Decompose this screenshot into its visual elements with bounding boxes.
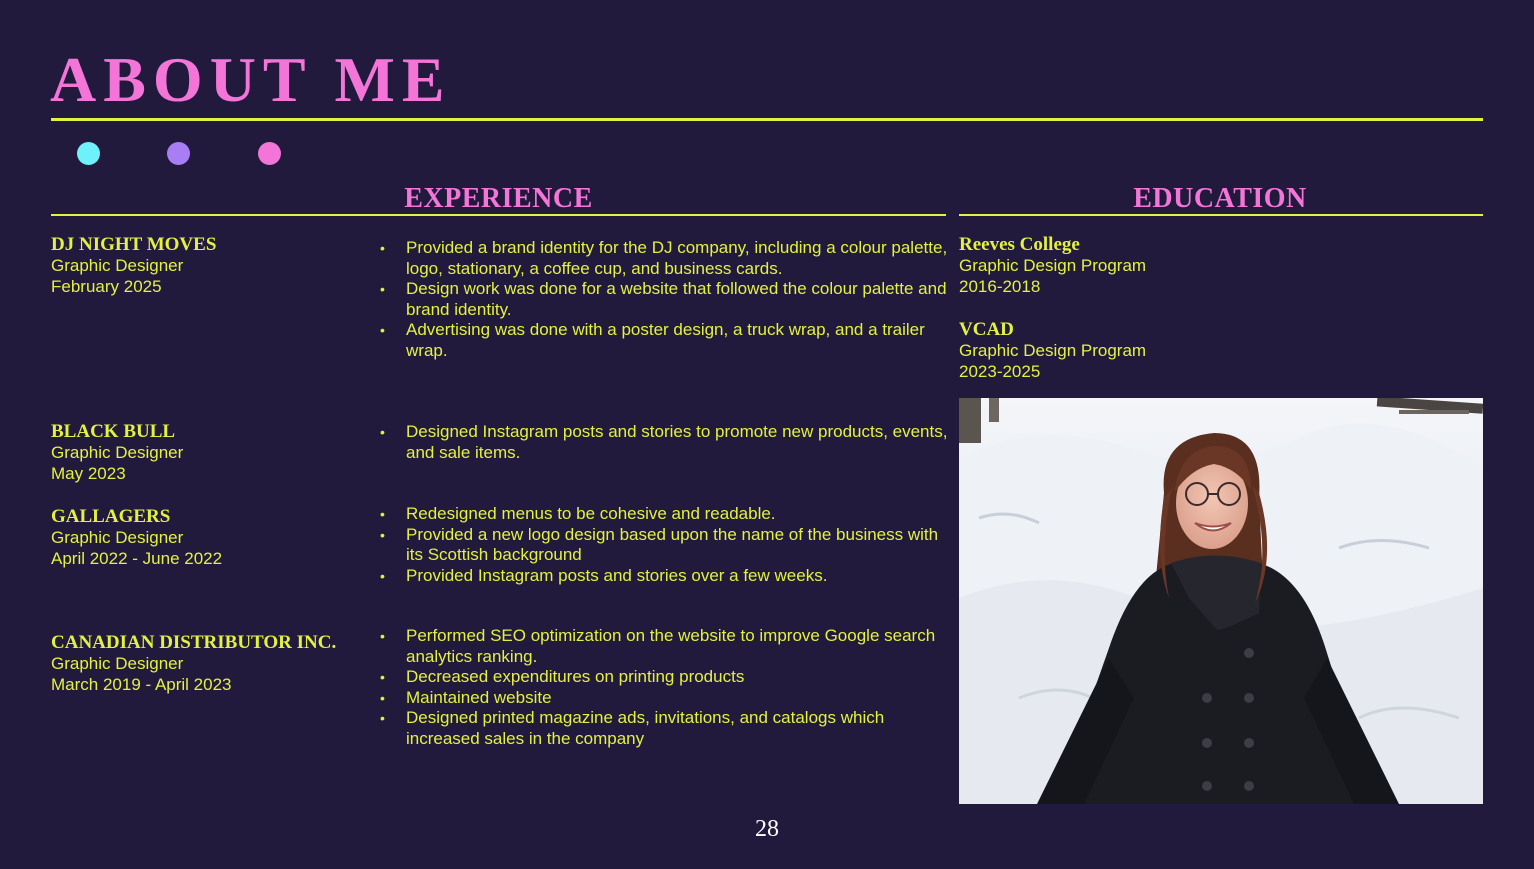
bullet-item: • Designed Instagram posts and stories to promote new products, events, and sale items. (380, 422, 950, 463)
job-company: GALLAGERS (51, 506, 171, 527)
page-title: ABOUT ME (50, 44, 452, 115)
job-bullets-black-bull (380, 422, 950, 463)
experience-divider (51, 214, 946, 216)
decorative-dot-purple (167, 142, 190, 165)
school-years: 2016-2018 (959, 276, 1041, 296)
school-program: Graphic Design Program (959, 256, 1147, 275)
page-number: 28 (755, 816, 779, 842)
bullet-item: • Provided a new logo design based upon the name of the business with its Scottish background (380, 525, 950, 566)
job-bullets-gallagers (380, 504, 950, 586)
job-company: BLACK BULL (51, 421, 176, 442)
job-dj-night-moves (51, 234, 361, 297)
bullet-item: • Redesigned menus to be cohesive and readable. (380, 504, 950, 525)
decorative-dot-pink (258, 142, 281, 165)
bullet-item: • Provided a brand identity for the DJ company, including a colour palette, logo, stationary, a coffee cup, and business cards. (380, 238, 950, 279)
job-role: Graphic Designer (51, 654, 184, 673)
education-reeves-college (959, 234, 1359, 297)
job-dates: May 2023 (51, 463, 126, 483)
education-heading: EDUCATION (1133, 183, 1307, 214)
job-role: Graphic Designer (51, 443, 184, 462)
bullet-item: • Performed SEO optimization on the website to improve Google search analytics ranking. (380, 626, 950, 667)
job-dates: March 2019 - April 2023 (51, 674, 232, 694)
title-divider (51, 118, 1483, 121)
school-name: Reeves College (959, 234, 1080, 255)
job-bullets-canadian-distributor (380, 626, 950, 749)
education-vcad (959, 319, 1359, 382)
job-role: Graphic Designer (51, 256, 184, 275)
job-company: CANADIAN DISTRIBUTOR INC. (51, 632, 337, 653)
job-gallagers (51, 506, 361, 569)
bullet-item: • Designed printed magazine ads, invitations, and catalogs which increased sales in the company (380, 708, 950, 749)
bullet-item: • Provided Instagram posts and stories over a few weeks. (380, 566, 950, 587)
job-bullets-dj-night-moves (380, 238, 950, 361)
education-divider (959, 214, 1483, 216)
decorative-dot-cyan (77, 142, 100, 165)
job-dates: April 2022 - June 2022 (51, 548, 223, 568)
school-years: 2023-2025 (959, 361, 1041, 381)
school-program: Graphic Design Program (959, 341, 1147, 360)
bullet-item: • Maintained website (380, 688, 950, 709)
bullet-item: • Decreased expenditures on printing products (380, 667, 950, 688)
job-black-bull (51, 421, 361, 484)
job-canadian-distributor (51, 632, 361, 695)
job-role: Graphic Designer (51, 528, 184, 547)
job-dates: February 2025 (51, 276, 162, 296)
experience-heading: EXPERIENCE (404, 183, 593, 214)
portrait-photo (959, 398, 1483, 804)
school-name: VCAD (959, 319, 1014, 340)
job-company: DJ NIGHT MOVES (51, 234, 217, 255)
bullet-item: • Advertising was done with a poster design, a truck wrap, and a trailer wrap. (380, 320, 950, 361)
bullet-item: • Design work was done for a website that followed the colour palette and brand identity. (380, 279, 950, 320)
